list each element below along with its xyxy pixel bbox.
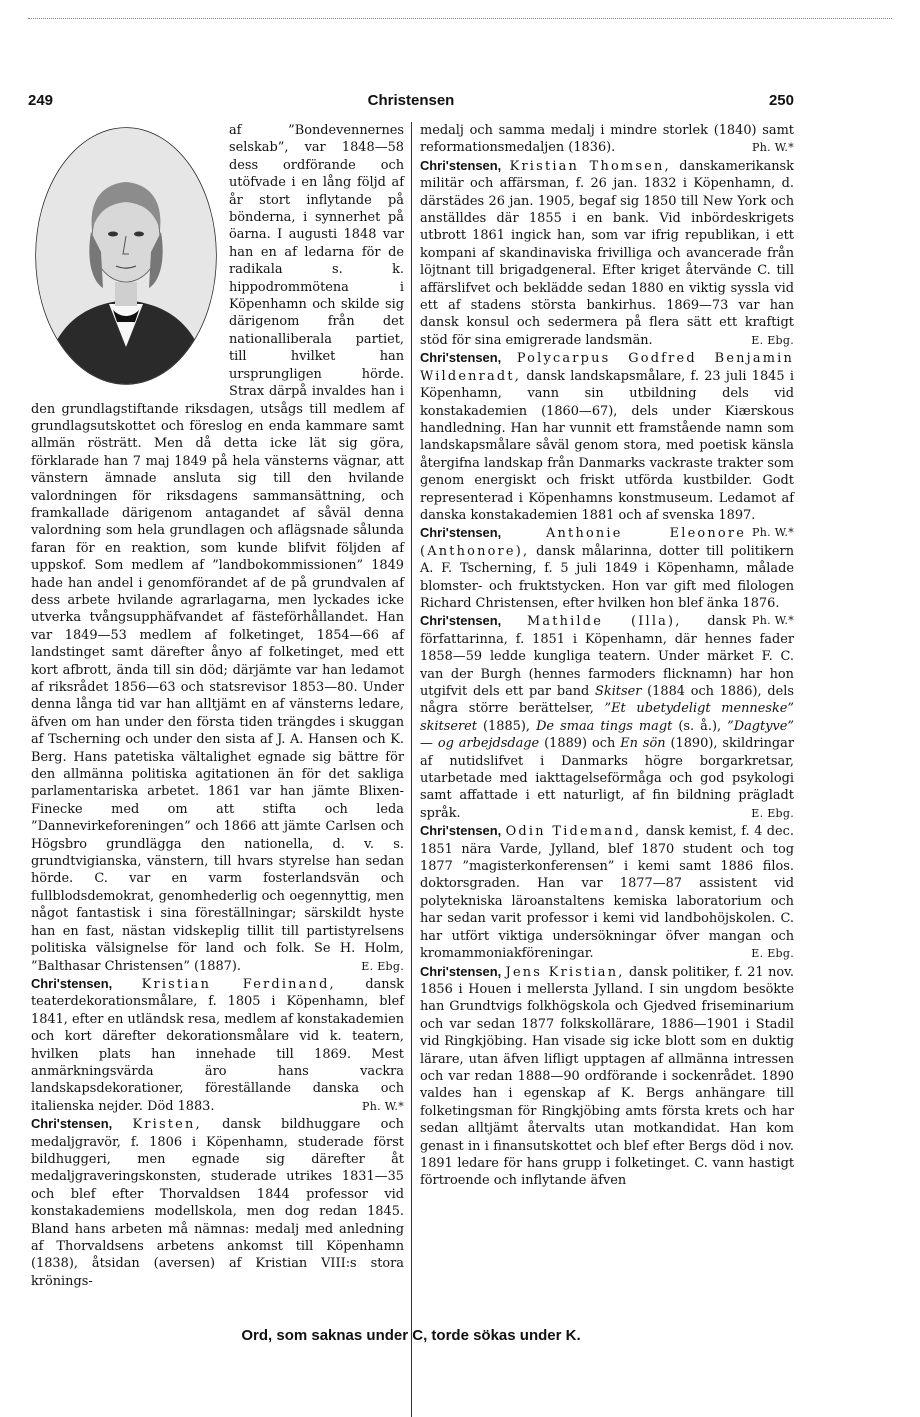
- signature: Ph. W.*: [752, 526, 794, 540]
- portrait-engraving: [31, 122, 221, 390]
- signature: E. Ebg.: [751, 333, 794, 347]
- signature: Ph. W.*: [752, 614, 794, 628]
- entry-anthonie: Chri'stensen, Anthonie Eleonore (Anthonore), dansk målarinna, dotter till politikern A. F. Tscherning, f. 5 juli 1849 i Köpenhamn, målade blomster- och fruktstycken. Hon var gift med filologen Richard Christensen, efter hvilken hon blef änka 1876. Ph. W.*: [420, 524, 794, 612]
- left-column: [31, 122, 404, 1290]
- page-number-right: 250: [768, 92, 794, 109]
- entry-continuation-right: medalj och samma medalj i mindre storlek (1840) samt reformationsmedaljen (1836). Ph. W.*: [420, 123, 794, 156]
- right-column: [420, 122, 794, 1190]
- entry-kristian-ferdinand: Chri'stensen, Kristian Ferdinand, dansk teaterdekorationsmålare, f. 1805 i Köpenhamn, blef 1841, efter en utländsk resa, medlem af konstakademien och kort därefter dekorationsmålare vid k. teatern, hvilken plats han innehade till 1869. Mest anmärkningsvärda äro hans vackra landskapsdekorationer, föreställande danska och italienska nejder. Död 1883. Ph. W.*: [31, 975, 404, 1114]
- page-number-left: 249: [28, 92, 54, 109]
- page-header: [28, 92, 794, 114]
- signature: E. Ebg.: [361, 959, 404, 973]
- entry-jens-kristian: Chri'stensen, Jens Kristian, dansk politiker, f. 21 nov. 1856 i Houen i mellersta Jylland. I sin ungdom besökte han Grundtvigs folkhögskola och Gjedved friseminarium och var sedan 1877 folkskollärare, 1886—1901 i Stadil vid Ringkjöbing. Han visade sig icke blott som en duktig lärare, utan äfven lifligt upptagen af allmänna intressen och var redan 1888—90 ordförande i sockenrådet. 1890 valdes han i egenskap af K. Bergs anhängare till folketingsman för Ringkjöbing amts första krets och har sedan alltjämt återvalts utan motkandidat. Han kom genast in i finansutskottet och blef efter Bergs död i nov. 1891 ledare för hans grupp i folketinget. C. vann hastigt förtroende och inflytande äfven: [420, 963, 794, 1189]
- signature: E. Ebg.: [751, 947, 794, 961]
- top-rule: [28, 18, 892, 19]
- entry-kristian-thomsen: Chri'stensen, Kristian Thomsen, danskamerikansk militär och affärsman, f. 26 jan. 1832 i Köpenhamn, d. därstädes 26 jan. 1905, begaf sig 1850 till New York och anställdes där 1855 i en bank. Vid inbördeskrigets utbrott 1861 ingick han, som var ifrig republikan, i ett kompani af skandinaviska frivilliga och avancerade från löjtnant till brigadgeneral. Efter kriget återvände C. till affärslifvet och beklädde sedan 1880 en viktig syssla vid ett af stadens största bankirhus. 1869—73 var han dansk konsul och sedermera på flera sätt ett kraftigt stöd för sina emigrerade landsmän. E. Ebg.: [420, 157, 794, 348]
- running-title: Christensen: [367, 92, 455, 109]
- column-divider: [411, 122, 412, 1417]
- footer-note: Ord, som saknas under C, torde sökas under K.: [241, 1327, 581, 1344]
- signature: Ph. W.*: [362, 1099, 404, 1113]
- entry-kristen: Chri'stensen, Kristen, dansk bildhuggare och medaljgravör, f. 1806 i Köpenhamn, studerade först bildhuggeri, men egnade sig därefter åt medaljgraveringskonsten, studerade utrikes 1831—35 och blef efter Thorvaldsen 1844 professor vid konstakademiens modellskola, men dog redan 1845. Bland hans arbeten må nämnas: medalj med anledning af Thorvaldsens arbetens ankomst till Köpenhamn (1838), åtsidan (aversen) af Kristian VIII:s stora krönings-: [31, 1116, 404, 1289]
- entry-odin: Chri'stensen, Odin Tidemand, dansk kemist, f. 4 dec. 1851 nära Varde, Jylland, blef 1870 student och tog 1877 ”magisterkonferensen” i kemi samt 1886 filos. doktorsgraden. Han var 1877—87 assistent vid polytekniska läroanstaltens kemiska laboratorium och har sedan varit professor i kemi vid landbohöjskolen. C. har utfört viktiga undersökningar öfver mangan och kromammoniakföreningar. E. Ebg.: [420, 823, 794, 962]
- entry-continuation: af ”Bondevennernes selskab”, var 1848—58 dess ordförande och utöfvade i en lång följd af år stort inflytande på bönderna, i synnerhet på öarna. I augusti 1848 var han en af ledarna för de radikala s. k. hippodrommötena i Köpenhamn och skilde sig därigenom från det nationalliberala partiet, till hvilket han ursprungligen hörde. Strax därpå invaldes han i den grundlagstiftande riksdagen, utsågs till medlem af grundlagsutskottet och föreslog en enda kammare samt allmän rösträtt. Men då detta icke lät sig göra, förklarade han 7 maj 1849 på hela vänsterns vägnar, att vänstern ämnade ansluta sig till den hvilande valordningen för riksdagens sammansättning, och framkallade därigenom antagandet af såväl denna valordning som hela grundlagen och aflägsnade sålunda faran för en reaktion, som kunde blifvit följden af uppskof. Som medlem af ”landbokommissionen” 1849 hade han andel i genomförandet af de på grundvalen af dess arbete hvilande agrarlagarna, men lyckades icke utverka tvångsupphäfvandet af fästeförhållandet. Han var 1849—53 medlem af folketinget, 1854—66 af landstinget samt därefter ånyo af folketinget, med ett kort afbrott, ända till sin död; därjämte var han ledamot af riksrådet 1856—63 och statsrevisor 1853—80. Under denna långa tid var han alltjämt en af vänsterns ledare, äfven om han under den första tiden trängdes i skuggan af Tscherning och under den sista af J. A. Hansen och K. Berg. Hans patetiska vältalighet egnade sig bättre för den allmänna politiska agitationen än för det sakliga parlamentariska arbetet. 1861 var han jämte Blixen-Finecke med om att stifta och leda ”Dannevirkeforeningen” och 1866 att jämte Carlsen och Högsbro grundlägga den nationella, d. v. s. grundtvigianska, vänstern, till hvars styrelse han sedan hörde. C. var en varm fosterlandsvän och fullblodsdemokrat, genomhederlig och oegennyttig, men något fantastisk i sina föreställningar; särskildt hyste han en fast, nästan vidskeplig tillit till partistyrelsens politiska välsignelse för land och folk. Se H. Holm, ”Balthasar Christensen” (1887). E. Ebg.: [31, 123, 404, 974]
- entry-mathilde: Chri'stensen, Mathilde (Illa), dansk författarinna, f. 1851 i Köpenhamn, där hennes fader 1858—59 ledde kungliga teatern. Under märket F. C. van der Burgh (hennes farmoders flicknamn) har hon utgifvit dels ett par band Skitser (1884 och 1886), dels några större berättelser, ”Et ubetydeligt menneske” skitseret (1885), De smaa tings magt (s. å.), ”Dagtyve” — og arbejdsdage (1889) och En sön (1890), skildringar af nutidslifvet i Danmarks högre borgarkretsar, utarbetade med iakttagelseförmåga och god psykologi samt affattade i ett naturligt, af fin bildning prägladt språk. E. Ebg.: [420, 613, 795, 821]
- signature: E. Ebg.: [751, 806, 794, 820]
- signature: Ph. W.*: [752, 141, 794, 155]
- entry-polycarpus: Chri'stensen, Polycarpus Godfred Benjamin Wildenradt, dansk landskapsmålare, f. 23 juli 1845 i Köpenhamn, vann sin utbildning dels vid konstakademien (1860—67), dels under Kiærskous handledning. Han har vunnit ett framstående namn som landskapsmålare såväl genom stora, med poetisk känsla återgifna landskap från Danmarks vackraste trakter som genom energiskt och friskt utförda kustbilder. Godt representerad i Köpenhamns konstmuseum. Ledamot af danska konstakademien 1881 och af svenska 1897. Ph. W.*: [420, 349, 794, 524]
